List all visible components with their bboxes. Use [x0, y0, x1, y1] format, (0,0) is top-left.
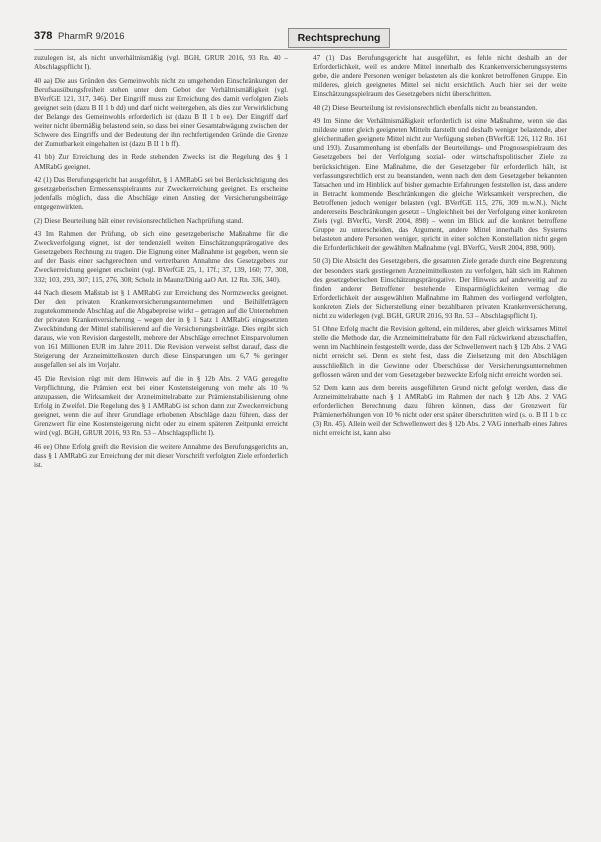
paragraph: 49 Im Sinne der Verhältnismäßigkeit erforderlich ist eine Maßnahme, wenn sie das mildeste unter gleich geeigneten Mitteln darstellt und deshalb weniger belastende, aber gleichermaßen geeignete Mittel nicht zur Verfügung stehen (BVerfGE 126, 112 Rn. 161 und 193). Zusammenhang ist ebenfalls der Beurteilungs- und Prognosespielraum des Gesetzgebers bei der Verfolgung sozial- oder wirtschaftspolitischer Ziele zu berücksichtigen. Eine Maßnahme, die der Gesetzgeber für erforderlich hält, ist verfassungsrechtlich erst zu beanstanden, wenn nach den dem Gesetzgeber bekannten Tatsachen und im Hinblick auf bisher gemachte Erfahrungen feststellen ist, dass andere in Betracht kommende Beschränkungen die gleiche Wirksamkeit versprechen, die Betroffenen jedoch weniger belasten (vgl. BVerfGE 115, 276, 309 m.w.N.). Nicht andererseits Beschränkungen gesetzt – Ungleichheit bei der Verfolgung einer konkreten Ziels (vgl. BVerfG, VersR 2004, 898) – wenn im Blick auf die konkret betroffene Gruppe zu unterscheiden, das Argument, andere Mittel innerhalb des Systems belasteten andere Personen weniger, spricht in einer solchen Konstellation nicht gegen die Erforderlichkeit der gewählten Maßnahme (vgl. BVerfG, VersR 2004, 898, 900). [313, 117, 567, 252]
paragraph: 51 Ohne Erfolg macht die Revision geltend, ein milderes, aber gleich wirksames Mittel stelle die Methode dar, die Arzneimittelrabatte für den Fall rückwirkend abzuschaffen, wenn im Nachhinein festgestellt werde, dass der Schwellenwert nach § 12b Abs. 2 VAG nicht erreicht sei. Denn es steht fest, dass die Zielsetzung mit den Abschlägen ausschließlich in die Gewinne oder Überschüsse der Versicherungsunternehmen geflossen wären und der vom Gesetzgeber bezweckte Erfolg nicht erreicht worden sei. [313, 325, 567, 379]
header-rule [34, 49, 567, 50]
paragraph: 50 (3) Die Absicht des Gesetzgebers, die gesamten Ziele gerade durch eine Begrenzung der besonders stark gestiegenen Arzneimittelkosten zu verfolgen, hält sich im Rahmen des gesetzgeberischen Einschätzungsprärogative. Der Hinweis auf anderweitig auf zu finden anderer Betroffener bestehende Einsparmöglichkeiten vermag die Erforderlichkeit der ausgewählten Maßnahme im Rahmen des vorliegend verfolgten, konkreten Ziels der Sicherstellung einer bezahlbaren privaten Krankenversicherung, nicht zu widerlegen (vgl. BGH, GRUR 2016, 93 Rn. 53 – Abschlagspflicht I). [313, 257, 567, 320]
paragraph: 45 Die Revision rügt mit dem Hinweis auf die in § 12b Abs. 2 VAG geregelte Verpflichtung, die Prämien erst bei einer Kostensteigerung von mehr als 10 % anzupassen, die Wirksamkeit der Arzneimittelrabatte zur Prämienstabilisierung ohne Erfolg in Zweifel. Die Regelung des § 1 AMRabG ist schon dann zur Zweckerreichung geeignet, wenn die auf ihrer Grundlage erhobenen Abschläge dazu führen, dass der Grenzwert für eine Kostensteigerung nicht oder zu einem späteren Zeitpunkt erreicht wird (vgl. BGH, GRUR 2016, 93 Rn. 53 – Abschlagspflicht I). [34, 375, 288, 438]
paragraph: 40 aa) Die aus Gründen des Gemeinwohls nicht zu umgehenden Einschränkungen der Berufsausübungsfreiheit stehen unter dem Gebot der Verhältnismäßigkeit (vgl. BVerfGE 121, 317, 346). Der Eingriff muss zur Erreichung des damit verfolgten Ziels geeignet sein (dazu B II 1 b dd) und darf nicht weitergehen, als dies zur Verwirklichung der Belange des Gemeinwohls erforderlich ist (dazu B II 1 b ee). Der Eingriff darf weiter nicht übermäßig belastend sein, so dass bei einer Gesamtabwägung zwischen der Schwere des Eingriffs und der Bedeutung der ihn rechtfertigenden Gründe die Grenze der Zumutbarkeit eingehalten ist (dazu B II 1 b ff). [34, 76, 288, 148]
paragraph: 42 (1) Das Berufungsgericht hat ausgeführt, § 1 AMRabG sei bei Berücksichtigung des gesetzgeberischen Ermessensspielraums zur Zweckerreichung geeignet. Es erscheine jedenfalls möglich, dass die Abschläge einen Anstieg der Versicherungsbeiträge entgegenwirkten. [34, 176, 288, 212]
paragraph: 41 bb) Zur Erreichung des in Rede stehenden Zwecks ist die Regelung des § 1 AMRabG geeignet. [34, 153, 288, 171]
paragraph: 43 Im Rahmen der Prüfung, ob sich eine gesetzgeberische Maßnahme für die Zweckverfolgung eignet, ist der tendenziell weiten Einschätzungsprärogative des Gesetzgebers Rechnung zu tragen. Die Eignung einer Maßnahme ist gegeben, wenn sie auf der Basis einer sachgerechten und vertretbaren Annahme des Gesetzgebers zur Zweckerreichung geeignet erscheint (vgl. BVerfGE 25, 1, 17f.; 37, 139, 160; 77, 308, 332; 103, 293, 307; 115, 276, 308; Scholz in Maunz/Dürig aaO Art. 12 Rn. 336, 340). [34, 230, 288, 284]
paragraph: 52 Dem kann aus dem bereits ausgeführten Grund nicht gefolgt werden, dass die Arzneimittelrabatte nach § 1 AMRabG im Rahmen der nach § 12b Abs. 2 VAG erforderlichen Berechnung dazu führen können, dass der Grenzwert für Prämienerhöhungen von 10 % nicht oder erst später überschritten wird (s. o. B II 1 b cc (3) Rn. 45). Allein weil der Schwellenwert des § 12b Abs. 2 VAG innerhalb eines Jahres nicht erreicht ist, kann also [313, 384, 567, 438]
paragraph: 44 Nach diesem Maßstab ist § 1 AMRabG zur Erreichung des Normzwecks geeignet. Der den privaten Krankenversicherungsunternehmen und Beihilfeträgern zugutekommende Abschlag auf die Abgabepreise wirkt – getragen auf die Unternehmen der privaten Krankenversicherung – wegen der in § 1 Satz 1 AMRabG eingesetzten Zweckbindung der Mittel stabilisierend auf die Versicherungsbeiträge. Dies ergibt sich daraus, wie von Revision dargestellt, mehrere der Abschläge errechnet Einsparvolumen von 161 Millionen EUR im Jahre 2011. Die Revision verweist selbst darauf, dass die Steigerung der Arzneimittelkosten durch diese Einsparungen um 6,7 % geringer ausgefallen sei als im Vorjahr. [34, 289, 288, 370]
section-tab: Rechtsprechung [288, 28, 390, 48]
paragraph: zuzulegen ist, als nicht unverhältnismäßig (vgl. BGH, GRUR 2016, 93 Rn. 40 – Abschlagspflicht I). [34, 54, 288, 72]
left-column [34, 54, 288, 474]
paragraph: 47 (1) Das Berufungsgericht hat ausgeführt, es fehle nicht deshalb an der Erforderlichkeit, weil es andere Mittel innerhalb des Krankenversicherungssystems gebe, die andere Personen weniger belasteten als die konkret betroffenen Gruppe. Ein milderes, gleich geeignetes Mittel sei nicht ersichtlich. Auch hier sei der weite Einschätzungsspielraum des Gesetzgebers nicht überschritten. [313, 54, 567, 99]
right-column [313, 54, 567, 443]
journal-citation: PharmR 9/2016 [58, 31, 125, 42]
page-number: 378 [34, 30, 53, 42]
paragraph: 46 ee) Ohne Erfolg greift die Revision die weitere Annahme des Berufungsgerichts an, dass § 1 AMRabG zur Erreichung der mit dieser Vorschrift verfolgten Ziele erforderlich ist. [34, 442, 288, 469]
paragraph: 48 (2) Diese Beurteilung ist revisionsrechtlich ebenfalls nicht zu beanstanden. [313, 103, 538, 112]
paragraph: (2) Diese Beurteilung hält einer revisionsrechtlichen Nachprüfung stand. [34, 216, 244, 225]
page-header [34, 30, 567, 48]
